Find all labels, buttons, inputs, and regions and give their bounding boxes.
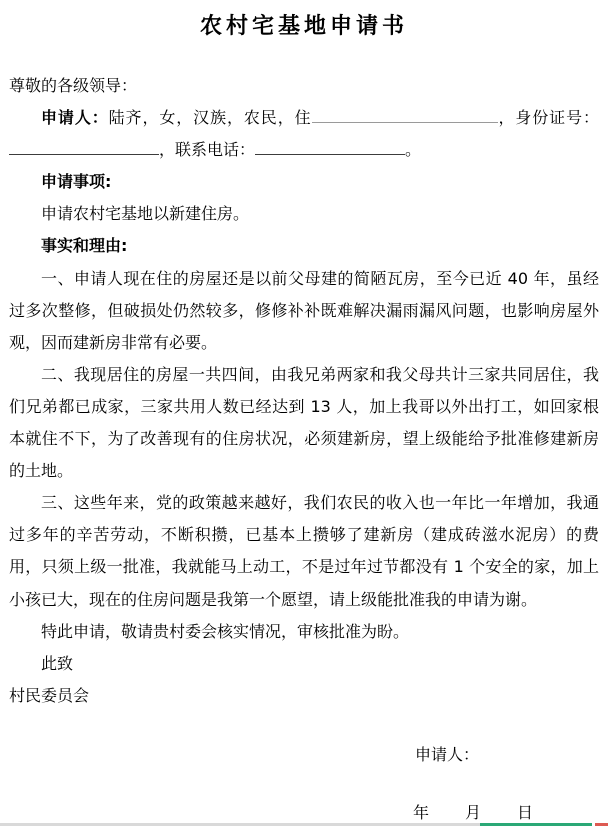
- salutation: 尊敬的各级领导：: [9, 76, 138, 95]
- fact-paragraph-2: 二、我现居住的房屋一共四间，由我兄弟两家和我父母共计三家共同居住，我们兄弟都已成家，三家共用人数已经达到 13 人，加上我哥以外出打工，如回家根本就住不下，为了改善现有的住房状况，必须建新房，望上级能给予批准修建新房的土地。: [9, 364, 599, 481]
- fact-paragraph-3: 三、这些年来，党的政策越来越好，我们农民的收入也一年比一年增加，我通过多年的辛苦劳动，不断积攒，已基本上攒够了建新房（建成砖滋水泥房）的费用，只须上级一批准，我就能马上动工，不是过年过节都没有 1 个安全的家，加上小孩已大，现在的住房问题是我第一个愿望，请上级能批准我的申请为谢。: [9, 493, 599, 609]
- month-label: 月: [465, 802, 482, 822]
- signature-line: [9, 739, 599, 771]
- progress-track: [0, 823, 480, 826]
- applicant-info-line: [9, 102, 599, 166]
- signature-label: 申请人：: [415, 744, 480, 764]
- year-label: 年: [413, 802, 430, 822]
- document-body: [9, 70, 599, 829]
- bottom-progress-bar: [0, 823, 608, 826]
- closing-request: 特此申请，敬请贵村委会核实情况，审核批准为盼。: [41, 621, 410, 641]
- phone-blank-field[interactable]: [255, 139, 405, 155]
- progress-fill-green: [480, 823, 592, 826]
- facts-heading: 事实和理由:: [41, 236, 128, 256]
- id-number-blank-field[interactable]: [9, 139, 159, 155]
- progress-fill-red: [595, 823, 608, 826]
- addressee: 村民委员会: [9, 685, 90, 705]
- document-title: 农村宅基地申请书: [199, 14, 408, 39]
- applicant-label: 申请人：: [41, 108, 109, 128]
- fact-paragraph-1: 一、申请人现在住的房屋还是以前父母建的简陋瓦房，至今已近 40 年，虽经过多次整修，但破损处仍然较多，修修补补既难解决漏雨漏风问题，也影响房屋外观，因而建新房非常有必要。: [9, 268, 599, 352]
- id-number-label: ，身份证号：: [497, 108, 599, 128]
- period-mark: 。: [405, 140, 422, 160]
- respectfully-closing: 此致: [41, 653, 74, 673]
- request-body: 申请农村宅基地以新建住房。: [41, 204, 250, 224]
- applicant-details: 陆齐，女，汉族，农民，住: [108, 108, 312, 128]
- residence-blank-field[interactable]: [312, 107, 498, 123]
- phone-label: ，联系电话：: [159, 140, 256, 160]
- day-label: 日: [517, 802, 534, 822]
- request-heading: 申请事项:: [41, 172, 112, 192]
